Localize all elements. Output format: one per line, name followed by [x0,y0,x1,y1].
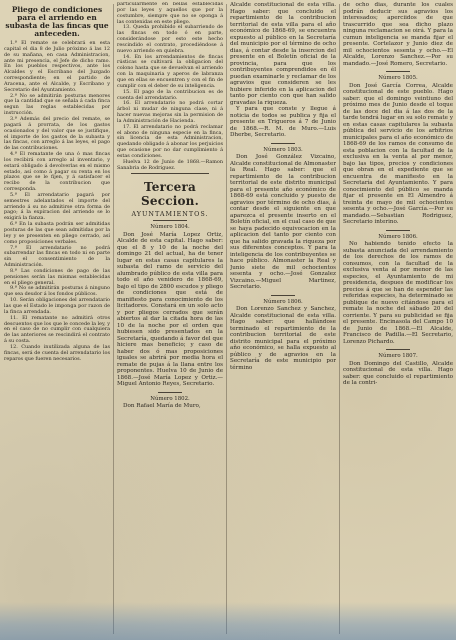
condition-para: particularmente en bellas establecidas por las leyes y aquellos que por la costumbre, siempre que no se oponga á las contenidas en este pliego. [117,2,223,25]
conditions-title: Pliego de condiciones para el arriendo en subasta de las fincas que anteceden. [5,5,109,38]
notice-text: Alcalde constitucional de esta villa. Hago saber: que concluido el repartimiento de la contribucion territorial de esta villa para el año económico de 1868-69, se encuentra expuesto al público en la Secretaría del municipio por el término de ocho dias, á contar desde la insercion del presente en el Boletín oficial de la provincia, para que los contribuyentes comprendidos en él puedan examinarle y reclamar de los agravios que consideren se les hubiere inferido en la aplicacion del tanto por ciento con que han salido gravadas la riqueza. [230,2,336,106]
divider [131,173,209,174]
divider [271,295,295,296]
condition-para: 5.ª El arrendatario pagará por semestres adelantados el importe del arriendo á su no admitirse otra forma de pago; á la expiracion del arriendo se lo exigirá la fianza. [4,191,110,222]
condition-para: 6.ª En la subasta podrán ser admitidas posturas de las que sean admitidas por la ley y se presenten en pliego cerrado, así como proposiciones verbales. [4,221,110,245]
column-rule [339,4,340,634]
notice-number: Número 1805. [378,75,418,81]
notice-number: Número 1803. [263,146,303,153]
notice-text: Don José García Correa, Alcalde constitucional de este pueblo. Hago saber: que el domingo veintiuno del próximo mes de Junio desde el toque de las doce del dia á las dos de la tarde tendrá lugar en su solo remate y en estas casas capitulares la subasta pública del servicio de los arbitrios municipales para el año económico de 1868-69 de los ramos de consumo de esta poblacion con la facultad de la exclusiva en la venta al por menor, bajo las tipos, precios y condiciones que obran en el expediente que se encuentra de manifiesto en la Secretaría del Ayuntamiento. Y para conocimiento del público se manda fijar el presente en El Almendro á treinta de mayo de mil ochocientos sesenta y ocho.—José García.—Por su mandado.—Sebastian Rodriguez, Secretario interino. [343,82,453,225]
divider [386,230,410,231]
condition-para: 9.ª No se admitirán posturas á ninguno que sea deudor á los fondos públicos. [4,285,110,298]
notice-number: Número 1804. [150,224,190,231]
divider [158,392,182,393]
column-rule [113,4,114,634]
divider [386,71,410,72]
column-rule [226,4,227,634]
column-4 [343,2,453,636]
condition-para: 16. El arrendatario no podrá cortar árbol ni mudar de ninguna clase, ni á hacer nuevas mejoras sin la permision de la Administración de Hacienda. [117,100,223,124]
condition-para: 15. El pago de la contribucion es de cuenta del arrendatario. [117,88,223,101]
condition-para: 10. Serán obligaciones del arrendatario las que el Estado le imponga por razon de la finca arrendada. [4,297,110,315]
condition-para: 8.ª Las condiciones de pago de las pensiones serán las mismas establecidas en el pliego general. [4,267,110,286]
notice-text: No habiendo tenido efecto la subasta anunciada del arrendamiento de los derechos de los ramos de consumos, con la facultad de la exclusiva venta al por menor de las especies, el Ayuntamiento de mi presidencia, despues de modificar los precios á que se han de espender las referidas especies, ha determinado se publique de nuevo citándose para el remate la noche del sábado 20 del corriente. Y para su publicidad se fija el presente. Encinasola del Campo 10 de Junio de 1868.—El Alcalde, Francisco de Padilla.—El Secretario, Lorenzo Pichardo. [343,241,453,345]
condition-para: 4.ª El rematante de una ó mas fincas los recibirá con arreglo al inventario, y estará obligado á devolverlas en el mismo estado, así como á pagar su renta en los plazos que se le fijen, y á satisfacer el recibo de la contribucion que corresponda. [4,151,110,193]
condition-para: 2.ª No se admitirán posturas menores que la cantidad que se señala á cada finca segun las reglas establecidas por instrucción. [4,92,110,117]
condition-para: 3.ª Además del precio del remate, se pagará á prorrata, de los gastos ocasionados y del valor que se justifique, el importe de los gastos de la subasta y las fincas, con arreglo á las leyes, el pago de las contribuciones. [4,115,110,152]
column-2 [117,2,223,636]
section-title: Tercera Seccion. [141,180,199,209]
notice-text: Y para que conste y llegue á noticia de todos se publica y fija el presente en Trigueros á 7 de Junio de 1868.—R. M. de Muro.—Luis Dherbe, Secretario. [230,106,336,138]
notice-text: Don Domingo del Castillo, Alcalde constitucional de esta villa. Hago saber: que concluido el repartimiento de la contri- [343,360,453,386]
notice-text: Don José González Vizcaino, Alcalde constitucional de Almonaster la Real. Hago saber: que el repartimiento de la contribucion territorial de este distrito municipal para el presente año económico de 1868-69 está concluido y puesto de agravios por término de ocho dias, á contar desde el siguiente en que aparezca el presente inserto en el Boletín oficial, en el cual caso de que se haya padecido equivocacion en la aplicacion del tanto por ciento con que ha salido gravada la riqueza por sus diferentes conceptos. Y para la inteligencia de los contribuyentes se hace público. Almonaster la Real y Junio siete de mil ochocientos sesenta y ocho.—José Gonzalez Vizcaino.—Miguel Martinez, Secretario. [230,154,336,290]
condition-para: 14. En los arrendamientos de fincas rústicas se cultivará la obligacion del colono hasta que se devuelvan el arriendo con la maquinaria y aperos de labranza que en ellas se encuentren y con el fin de cumplir con el deber de su inteligencia. [117,53,223,89]
divider [386,349,410,350]
condition-para: 7.ª El arrendatario no podrá subarrendar las fincas en todo ni en parte sin el consentimiento de la Administración. [4,244,110,269]
notice-number: Número 1806. [263,298,303,305]
divider [153,220,187,221]
notice-number: Número 1806. [378,233,418,240]
notice-text: Don Lorenzo Sanchez y Sanchez, Alcalde constitucional de esta villa. Hago saber: que hallándose terminado el repartimiento de la contribucion territorial de este distrito municipal para el próximo año económico, se halla expuesto al público y de agravios en la Secretaría de este municipio por término [230,306,336,371]
notice-text: de ocho dias, durante los cuales podrán deducir sus agravios los interesados; aperciidos de que trascurrido que sea dicho plazo ninguna reclamacion se oirá. Y para la cumun inteligencia se manda fijar el presente. Cortelazor y Junio diez de mil ochocientos sesenta y ocho.—El Alcalde, Lorenzo Sanchez.—Por su mandado.—José Romero, Secretario. [343,2,453,67]
condition-para: 1.ª El remate se celebrará en esta capital el dia 8 de Julio próximo á las 12 de su mañana, en casa Administracion, ante mi presencia, el Jefe de dicho ramo. En los pueblos respectivos, ante los Alcaldes y el Escribano del Juzgado correspondiente; en el partido de Aracena, ante el Alcalde, y Escribano y Secretario del Ayuntamiento. [4,40,110,93]
notice-number: Número 1807. [378,353,418,359]
notice-text: Don José María Lopez Ortiz, Alcalde de esta capital. Hago saber: que el 8 y 10 de la noche del domingo 21 del actual, ha de tener lugar en estas casas capitulares la subasta del ramo de servicio del alumbrado público de esta villa para todo el año venidero de 1868-69, bajo el tipo de 2800 escudos y pliego de condiciones que está de manifiesto para conocimiento de los licitadores. Constará en un solo acto y por pliegos cerrados que serán abiertos al dar la citada hora de las 10 de la noche por el orden que hubiesen sido presentados en la Secretaría, quedando á favor del que hiciere mas beneficio; y caso de haber dos ó mas proposiciones iguales se abrirá por media hora el remate de pujas á la llana entre los proponentes. Huelva 10 de Junio de 1868.—José María Lopez y Ortiz.—Miguel Antonio Reyes, Secretario. [117,231,223,388]
column-3 [230,2,336,636]
condition-para: 17. El arrendatario no podrá reclamar el abono de ninguna especie en la finca, sin licencia de esta Administracion, quedando obligado á abonar los perjuicios que ocasione por no dar cumplimiento á estas condiciones. [117,123,223,159]
notice-number: Número 1802. [150,395,190,402]
column-1 [4,2,110,636]
notice-text: Don Rafael María de Muro, [123,403,201,410]
condition-para: 13. Queda prohibido el subarriendo de las fincas en todo ó en parte, considerándose por esto este hecho rescindido el contrato, procediéndose á nuevo arriendo en quiebra. [117,24,223,54]
condition-para: 12. Cuando inutilizada alguna de las fincas, será de cuenta del arrendatario los reparos que fueren necesarios. [4,343,110,362]
date-signature: Huelva 12 de Junio de 1868.—Ramon Sanabria de Rodriguez. [117,158,223,171]
divider [271,143,295,144]
section-subtitle: AYUNTAMIENTOS. [131,210,209,219]
condition-para: 11. El rematante no admitirá otros descuentos que los que le concede la ley, y en el caso de no cumplir con cualquiera de las anteriores se rescindirá el contrato á su costa. [4,314,110,345]
